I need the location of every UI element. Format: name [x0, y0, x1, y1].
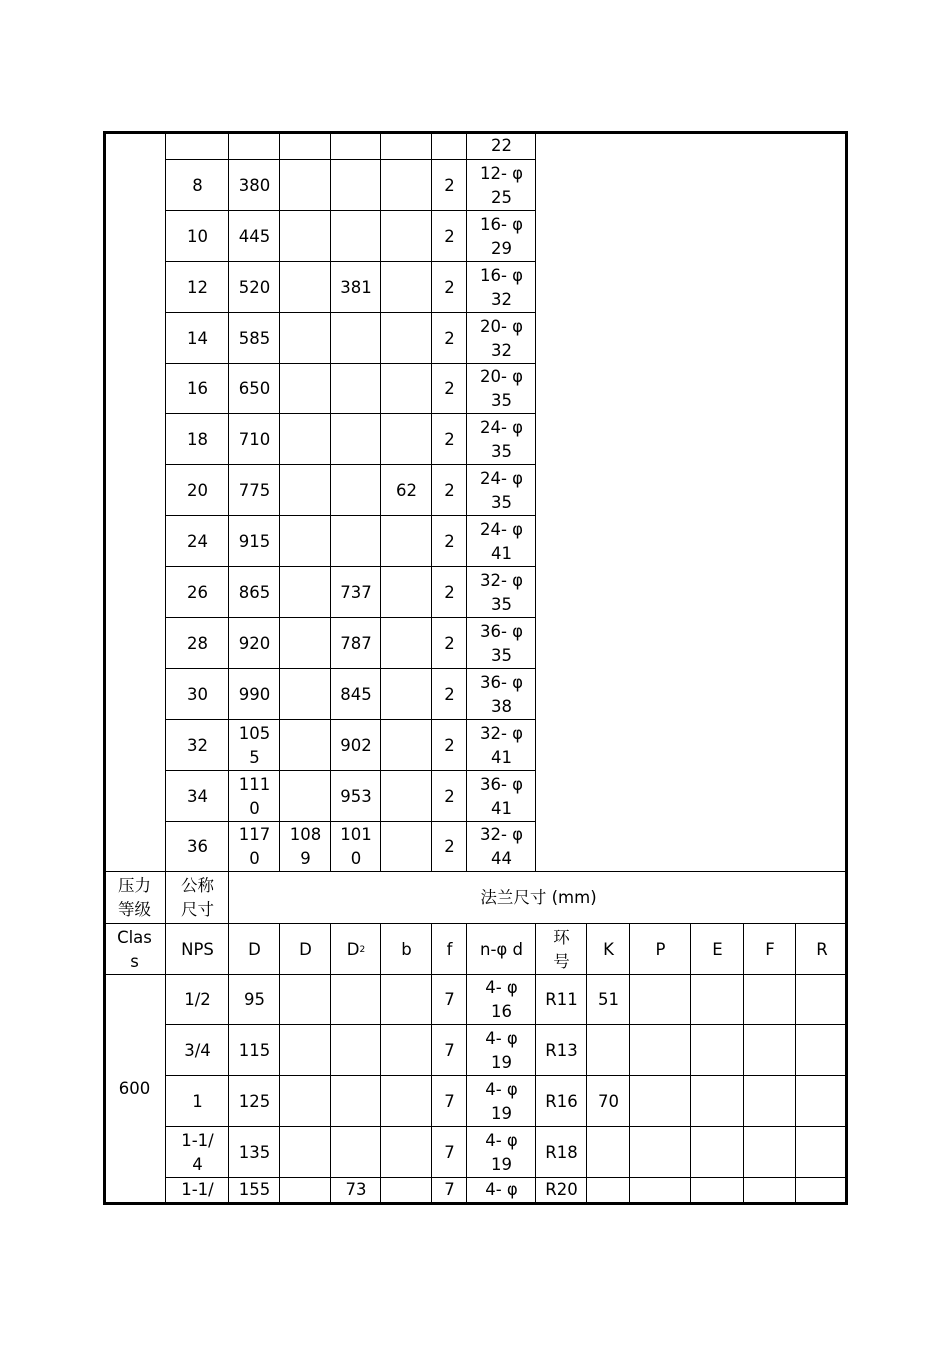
upper-cell-bolt: 24- φ 41 [479, 519, 524, 563]
lower-cell-nps: 1/2 [184, 990, 211, 1009]
upper-cell-bolt: 12- φ 25 [479, 163, 524, 207]
upper-cell-f: 2 [444, 429, 455, 449]
lower-cell-ring: R20 [545, 1180, 578, 1199]
upper-cell-bolt: 16- φ 29 [479, 214, 524, 258]
upper-cell-d2: 381 [340, 277, 372, 297]
lower-cell-nps: 1 [192, 1091, 203, 1111]
lower-cell-nps: 1-1/ [181, 1180, 214, 1199]
lower-col-line [795, 975, 796, 1205]
upper-cell-bolt: 16- φ 32 [479, 265, 524, 309]
upper-cell-D: 380 [238, 175, 271, 195]
lower-cell-K: 51 [598, 990, 619, 1009]
lower-cell-D: 95 [244, 990, 265, 1009]
upper-cell-d2: 902 [340, 735, 372, 755]
b-header: b [401, 939, 412, 959]
class-600-label: 600 [118, 1078, 151, 1098]
lower-cell-f: 7 [444, 1180, 455, 1199]
pressure-class-header: 压力 等级 [118, 876, 151, 919]
upper-cell-nps: 30 [187, 684, 208, 704]
lower-col-line [330, 975, 331, 1205]
upper-cell-D: 520 [238, 277, 271, 297]
nps-header: NPS [181, 939, 214, 959]
lower-cell-ring: R16 [545, 1091, 578, 1111]
lower-col-line [743, 975, 744, 1205]
upper-cell-bolt: 32- φ 41 [479, 723, 524, 767]
lower-cell-ring: R18 [545, 1142, 578, 1162]
upper-cell-bolt: 20- φ 35 [479, 367, 524, 410]
ring-header: 环 号 [553, 927, 570, 971]
upper-cell-bolt: 32- φ 35 [479, 570, 524, 614]
upper-cell-D: 990 [238, 684, 271, 704]
e-header: E [712, 939, 723, 959]
p-header: P [655, 939, 666, 959]
upper-cell-nps: 36 [187, 837, 208, 856]
lower-cell-K: 70 [598, 1091, 619, 1111]
upper-cell-f: 2 [444, 175, 455, 195]
lower-cell-ring: R11 [545, 990, 578, 1009]
upper-cell-nps: 10 [187, 226, 208, 246]
upper-cell-f: 2 [444, 684, 455, 704]
d-header: D [248, 939, 261, 959]
upper-cell-nps: 32 [187, 735, 208, 755]
lower-cell-D: 115 [238, 1040, 271, 1060]
lower-cell-f: 7 [444, 1091, 455, 1111]
lower-cell-ring: R13 [545, 1040, 578, 1060]
upper-cell-bolt: 24- φ 35 [479, 417, 524, 461]
upper-cell-d2: 787 [340, 633, 372, 653]
upper-cell-d2: 101 0 [340, 825, 372, 868]
upper-cell-nps: 24 [187, 531, 208, 551]
r-header: R [816, 939, 828, 959]
f-header: f [446, 939, 453, 959]
lower-cell-bolt: 4- φ 16 [485, 978, 518, 1021]
upper-cell-f: 2 [444, 226, 455, 246]
upper-cell-D: 111 0 [238, 774, 271, 818]
upper-cell-b: 62 [396, 480, 417, 500]
upper-cell-nps: 26 [187, 582, 208, 602]
upper-cell-D: 775 [238, 480, 271, 500]
upper-cell-f: 2 [444, 531, 455, 551]
lower-col-line [690, 975, 691, 1205]
upper-cell-D: 117 0 [238, 825, 271, 868]
upper-cell-bolt: 24- φ 35 [479, 468, 524, 512]
upper-cell-bolt: 22 [491, 135, 512, 155]
upper-cell-nps: 14 [187, 328, 208, 348]
lower-cell-f: 7 [444, 990, 455, 1009]
upper-cell-nps: 18 [187, 429, 208, 449]
upper-cell-D: 445 [238, 226, 271, 246]
upper-cell-nps: 20 [187, 480, 208, 500]
upper-cell-bolt: 36- φ 41 [479, 774, 524, 818]
upper-cell-nps: 34 [187, 786, 208, 806]
f2-header: F [765, 939, 775, 959]
d2-header: D 2 [346, 939, 366, 959]
upper-cell-f: 2 [444, 379, 455, 398]
upper-cell-f: 2 [444, 633, 455, 653]
lower-cell-bolt: 4- φ 19 [485, 1130, 518, 1174]
upper-cell-D: 710 [238, 429, 271, 449]
flange-dimensions-title: 法兰尺寸 (mm) [480, 888, 597, 907]
bolt-header: n-φ d [479, 939, 523, 959]
lower-cell-bolt: 4- φ 19 [485, 1079, 518, 1123]
upper-cell-bolt: 32- φ 44 [479, 825, 524, 868]
upper-cell-f: 2 [444, 582, 455, 602]
class-header: Clas s [117, 927, 152, 971]
lower-cell-D: 155 [238, 1180, 271, 1199]
upper-cell-bolt: 36- φ 35 [479, 621, 524, 665]
lower-col-line [380, 975, 381, 1205]
upper-cell-f: 2 [444, 480, 455, 500]
upper-cell-d1: 108 9 [289, 825, 322, 868]
upper-cell-D: 105 5 [238, 723, 271, 767]
upper-cell-nps: 28 [187, 633, 208, 653]
lower-cell-D: 135 [238, 1142, 271, 1162]
upper-cell-d2: 845 [340, 684, 372, 704]
upper-cell-d2: 737 [340, 582, 372, 602]
upper-cell-D: 650 [238, 379, 271, 398]
lower-cell-d2: 73 [345, 1180, 367, 1199]
lower-cell-nps: 1-1/ 4 [181, 1130, 214, 1174]
lower-cell-f: 7 [444, 1142, 455, 1162]
upper-cell-f: 2 [444, 735, 455, 755]
upper-cell-f: 2 [444, 277, 455, 297]
upper-cell-D: 915 [238, 531, 271, 551]
d1-header: D [299, 939, 312, 959]
lower-cell-D: 125 [238, 1091, 271, 1111]
upper-cell-bolt: 36- φ 38 [479, 672, 524, 716]
lower-cell-bolt: 4- φ 19 [485, 1028, 518, 1072]
upper-cell-f: 2 [444, 328, 455, 348]
upper-cell-D: 585 [238, 328, 271, 348]
upper-cell-D: 920 [238, 633, 271, 653]
upper-cell-D: 865 [238, 582, 271, 602]
lower-cell-bolt: 4- φ [485, 1180, 518, 1199]
upper-cell-d2: 953 [340, 786, 372, 806]
upper-cell-bolt: 20- φ 32 [479, 316, 524, 360]
k-header: K [603, 939, 614, 959]
upper-cell-nps: 12 [187, 277, 208, 297]
upper-cell-f: 2 [444, 837, 455, 856]
upper-cell-f: 2 [444, 786, 455, 806]
lower-cell-nps: 3/4 [184, 1040, 211, 1060]
upper-cell-nps: 16 [187, 379, 208, 398]
nominal-size-header: 公称 尺寸 [181, 876, 214, 919]
upper-cell-nps: 8 [192, 175, 203, 195]
lower-cell-f: 7 [444, 1040, 455, 1060]
